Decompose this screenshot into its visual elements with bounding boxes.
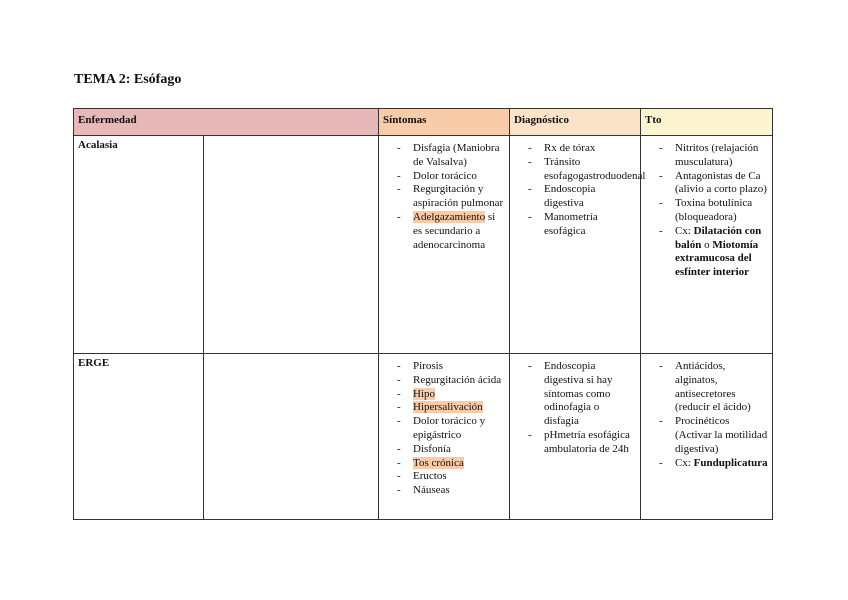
list-item: - Regurgitación y aspiración pulmonar xyxy=(413,183,505,211)
diagnostico-cell xyxy=(510,354,641,520)
diagnostico-cell xyxy=(510,136,646,354)
bold-text: Miotomía extramucosa del esfínter interior xyxy=(675,238,759,279)
list-item xyxy=(413,388,505,402)
disease-name: ERGE xyxy=(74,354,204,520)
sintomas-list xyxy=(383,142,505,252)
list-item: - Eructos xyxy=(413,470,505,484)
list-item: - Dolor torácico xyxy=(413,170,505,184)
empty-cell xyxy=(204,136,379,354)
bold-text: Dilatación con balón xyxy=(675,224,762,251)
header-sintomas: Síntomas xyxy=(379,109,510,136)
disease-name: Acalasia xyxy=(74,136,204,354)
empty-cell xyxy=(204,354,379,520)
list-item xyxy=(675,225,768,280)
table-header-row xyxy=(74,109,773,136)
page-title: TEMA 2: Esófago xyxy=(74,72,182,87)
list-item: - Toxina botulínica (bloqueadora) xyxy=(675,197,768,225)
sintomas-cell xyxy=(379,354,510,520)
bold-text: Funduplicatura xyxy=(693,456,768,469)
list-item: - Manometría esofágica xyxy=(544,211,636,239)
list-item: - Antagonistas de Ca (alivio a corto plazo) xyxy=(675,170,768,198)
header-diagnostico: Diagnóstico xyxy=(510,109,641,136)
list-item: - Antiácidos, alginatos, antisecretores (reducir el ácido) xyxy=(675,360,768,415)
list-item: - Dolor torácico y epigástrico xyxy=(413,415,505,443)
highlighted-text: Adelgazamiento xyxy=(413,210,486,223)
tto-cell xyxy=(641,136,773,354)
list-item: - Disfonía xyxy=(413,443,505,457)
list-item: - Endoscopia digestiva si hay síntomas como odinofagia o disfagia xyxy=(544,360,636,429)
list-item xyxy=(675,457,768,471)
table-row xyxy=(74,354,773,520)
list-item: - Rx de tórax xyxy=(544,142,636,156)
highlighted-text: Hipo xyxy=(413,387,436,400)
list-item: - Disfagia (Maniobra de Valsalva) xyxy=(413,142,505,170)
tto-list xyxy=(645,360,768,470)
tto-list xyxy=(645,142,768,280)
header-enfermedad: Enfermedad xyxy=(74,109,379,136)
list-item: - pHmetría esofágica ambulatoria de 24h xyxy=(544,429,636,457)
table-row xyxy=(74,136,773,354)
diagnostico-list xyxy=(514,142,646,239)
list-item: - Nitritos (relajación musculatura) xyxy=(675,142,768,170)
connector-text: o xyxy=(704,238,710,251)
disease-table xyxy=(73,108,773,520)
list-item-note: si es secundario a adenocarcinoma xyxy=(413,210,496,251)
list-item: - Regurgitación ácida xyxy=(413,374,505,388)
list-item: - Endoscopia digestiva xyxy=(544,183,636,211)
list-item xyxy=(413,211,505,252)
list-item: - Procinéticos (Activar la motilidad digestiva) xyxy=(675,415,768,456)
sintomas-cell xyxy=(379,136,510,354)
diagnostico-list xyxy=(514,360,636,457)
list-item: - Náuseas xyxy=(413,484,505,498)
list-item: - Tránsito esofagogastroduodenal xyxy=(544,156,636,184)
list-item: - Pirosis xyxy=(413,360,505,374)
highlighted-text: Hipersalivación xyxy=(413,401,483,414)
list-item xyxy=(413,457,505,471)
cx-label: Cx: xyxy=(675,456,691,469)
highlighted-text: Tos crónica xyxy=(413,456,464,469)
list-item xyxy=(413,401,505,415)
cx-label: Cx: xyxy=(675,224,691,237)
sintomas-list xyxy=(383,360,505,498)
tto-cell xyxy=(641,354,773,520)
header-tto: Tto xyxy=(641,109,773,136)
